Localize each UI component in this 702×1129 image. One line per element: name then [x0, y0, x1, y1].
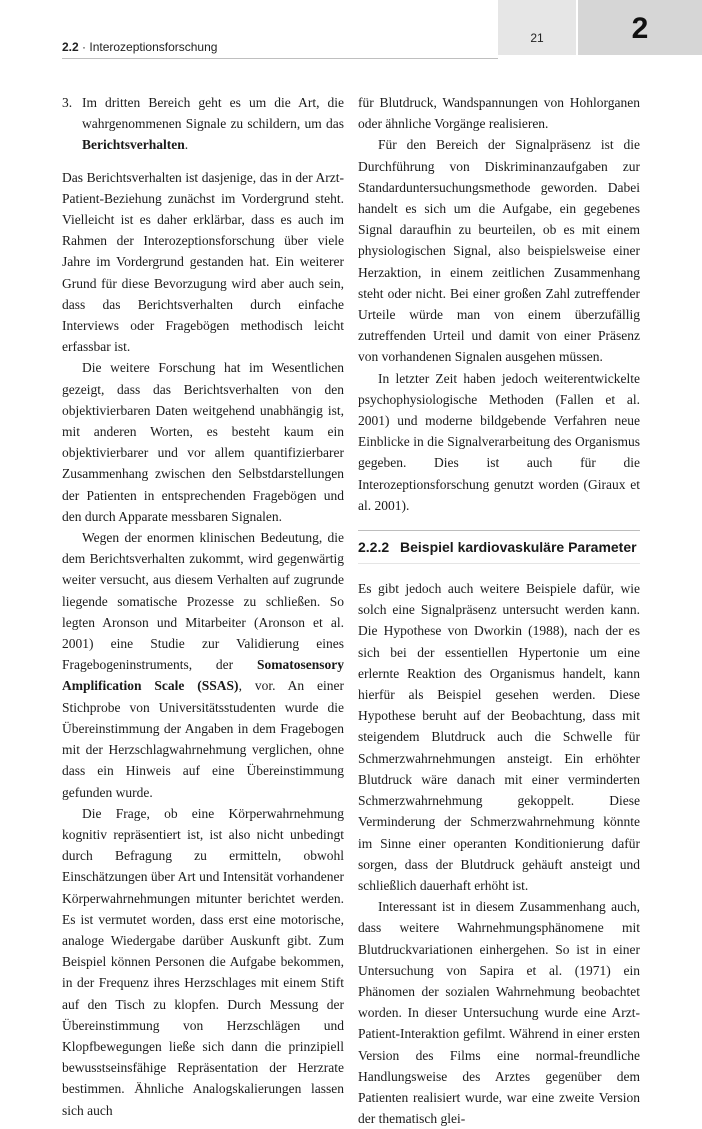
- paragraph: Die weitere Forschung hat im Wesentlichen gezeigt, dass das Berichtsverhalten von den objektivierbaren Daten weitgehend unabhängig ist, mit anderen Worten, es besteht kaum ein objektivierbarer und vor allem quantifizierbarer Zusammenhang zwischen den Selbstdarstellungen der Patienten in entsprechenden Fragebögen und den durch Apparate messbaren Signalen.: [62, 360, 344, 524]
- right-column: [358, 92, 640, 1129]
- left-column: [62, 92, 344, 1121]
- list-item: [62, 92, 344, 156]
- paragraph-text: Wegen der enormen klinischen Bedeutung, die dem Berichtsverhalten zukommt, wird gegenwärtig weiter versucht, aus diesem Verhalten auf zugrunde liegende somatische Prozesse zu schließen. So legten Aronson und Mitarbeiter (Aronson et al. 2001) eine Studie zur Validierung eines Fragebogeninstruments, der: [62, 530, 344, 673]
- paragraph: Es gibt jedoch auch weitere Beispiele dafür, wie solch eine Signalpräsenz untersucht werden kann. Die Hypothese von Dworkin (1988), nach der es sich bei der essentiellen Hypertonie um eine erlernte Reaktion des Organismus handelt, kann hierfür als Beispiel gesehen werden. Diese Hypothese beruht auf der Beobachtung, dass mit steigendem Blutdruck auch die Schwelle für Schmerzwahrnehmungen ansteigt. Ein erhöhter Blutdruck wäre danach mit einer verminderten Schmerzwahrnehmung gekoppelt. Diese Verminderung der Schmerzwahrnehmung könnte im Sinne einer operanten Konditionierung dafür sorgen, dass der Blutdruck gehäuft ansteigt und schließlich dauerhaft erhöht ist.: [358, 581, 640, 893]
- running-head-section-number: 2.2: [62, 40, 79, 54]
- paragraph-term: Somatosensory Amplification Scale (SSAS): [62, 657, 344, 694]
- list-item-term: Berichtsverhalten: [82, 137, 185, 153]
- page-number: 21: [530, 31, 544, 45]
- list-item-number: 3.: [62, 95, 73, 110]
- running-head-separator: ·: [78, 40, 90, 54]
- paragraph: In letzter Zeit haben jedoch weiterentwickelte psychophysiologische Methoden (Fallen et al. 2001) und moderne bildgebende Verfahren neue Einblicke in die Signalverarbeitung des Organismus gegeben. Dies ist auch für die Interozeptionsforschung genutzt worden (Giraux et al. 2001).: [358, 370, 640, 513]
- page-header: [0, 0, 702, 60]
- paragraph: Für den Bereich der Signalpräsenz ist die Durchführung von Diskriminanzaufgaben zur Standarduntersuchungsmethode geworden. Dabei handelt es sich um die Aufgabe, ein gegebenes Signal daraufhin zu beurteilen, ob es mit einem physiologischen Signal, also beispielsweise einer Herzaktion, in einem zeitlichen Zusammenhang steht oder nicht. Bei einer großen Zahl zutreffender Urteile würde man von einem überzufällig zutreffenden Urteil und damit von einer Präsenz von vorhandenen Signalen ausgehen müssen.: [358, 137, 640, 365]
- chapter-tab: [578, 0, 702, 55]
- heading-bottom-rule: [358, 563, 640, 564]
- section-heading: [358, 537, 640, 557]
- paragraph: für Blutdruck, Wandspannungen von Hohlorganen oder ähnliche Vorgänge realisieren.: [358, 95, 640, 132]
- paragraph: Die Frage, ob eine Körperwahrnehmung kognitiv repräsentiert ist, ist also nicht unbedingt durch Befragung zu ermitteln, obwohl Einschätzungen über Art und Intensität vorhandener Körperwahrnehmungen mitunter berichtet werden. Es ist vermutet worden, dass erst eine motorische, analoge Wiedergabe darüber Auskunft gibt. Zum Beispiel können Personen die Aufgabe bekommen, in der Frequenz ihres Herzschlages mit einem Stift auf den Tisch zu klopfen. Durch Messung der Übereinstimmung von Herzschlägen und Klopfbewegungen ließe sich dann die prinzipiell bewusstseinsfähige Repräsentation der Herzrate bestimmen. Ähnliche Analogskalierungen lassen sich auch: [62, 805, 344, 1118]
- running-head: [62, 40, 217, 54]
- paragraph: Das Berichtsverhalten ist dasjenige, das in der Arzt-Patient-Beziehung zunächst im Vordergrund steht. Vielleicht ist es daher erklärbar, dass es auch im Rahmen der Interozeptionsforschung über viele Jahre im Vordergrund gestanden hat. Ein weiterer Grund für diese Bevorzugung wird aber auch sein, dass das Berichtsverhalten durch einfache Interviews oder Fragebögen methodisch leicht erfassbar ist.: [62, 169, 344, 355]
- running-head-title: Interozeptionsforschung: [89, 40, 218, 54]
- list-item-text: Im dritten Bereich geht es um die Art, die wahrgenommenen Signale zu schildern, um das: [82, 95, 344, 132]
- header-rule: [62, 58, 498, 59]
- list-item-end: .: [184, 137, 189, 153]
- paragraph: Interessant ist in diesem Zusammenhang auch, dass weitere Wahrnehmungsphänomene mit Blutdruckvariationen einhergehen. So ist in einer Untersuchung von Sapira et al. (1971) ein Phänomen der sozialen Wahrnehmung beobachtet worden. In dieser Untersuchung wurde eine Arzt-Patient-Interaktion gefilmt. Während in einer ersten Version des Films eine normal-freundliche Handlungsweise des Arztes gegenüber dem Patienten realisiert wurde, war eine zweite Version der thematisch glei-: [358, 899, 640, 1127]
- page-number-box: [498, 0, 576, 55]
- section-heading-number: 2.2.2: [358, 539, 390, 556]
- chapter-number: 2: [631, 12, 649, 45]
- heading-rule: [358, 530, 640, 531]
- paragraph: [62, 527, 344, 803]
- paragraph-text: , vor. An einer Stichprobe von Universitätsstudenten wurde die Übereinstimmung der Angaben in dem Fragebogen mit der Herzschlagwahrnehmung verglichen, ohne dass ein Hinweis auf eine Übereinstimmung gefunden wurde.: [62, 678, 344, 800]
- section-heading-title: Beispiel kardiovaskuläre Parameter: [400, 539, 637, 556]
